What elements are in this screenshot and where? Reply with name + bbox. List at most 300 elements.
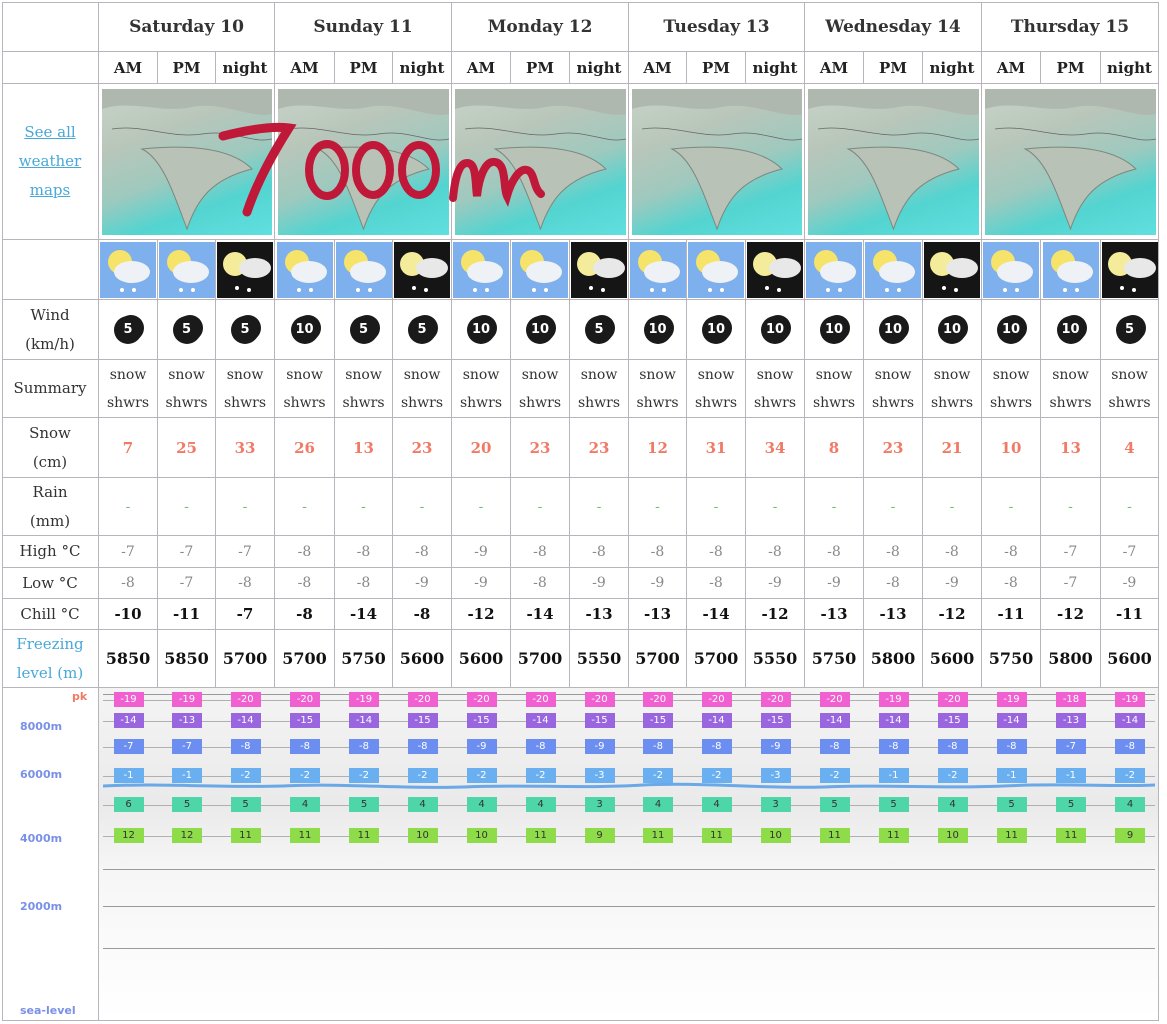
- altitude-temp-chip: 11: [1056, 828, 1086, 843]
- snow-value: 13: [1060, 438, 1081, 457]
- wind-speed-badge: 10: [291, 316, 319, 344]
- wind-cell: [805, 300, 864, 360]
- period-label: PM: [349, 58, 378, 77]
- period-header: [570, 52, 629, 84]
- snow-cell: [216, 418, 275, 478]
- summary-text: shwrs: [283, 394, 326, 411]
- chill-value: -14: [702, 605, 730, 623]
- altitude-temp-chip: -9: [585, 739, 615, 754]
- period-label: night: [1107, 58, 1152, 77]
- snow-cell: [982, 418, 1041, 478]
- sun-cloud-snow-icon: [983, 242, 1039, 298]
- period-label: night: [222, 58, 268, 77]
- period-header: [99, 52, 158, 84]
- summary-cell: [923, 360, 982, 418]
- period-label: PM: [702, 58, 730, 77]
- summary-text: shwrs: [106, 394, 150, 411]
- rain-cell: [452, 478, 511, 536]
- maps-link-line: See all: [24, 123, 76, 141]
- low-value: -9: [768, 575, 782, 591]
- summary-cell: [99, 360, 158, 418]
- wind-cell: [982, 300, 1041, 360]
- low-value: -8: [709, 575, 723, 591]
- altitude-temp-chip: -14: [231, 713, 261, 728]
- chill-cell: [275, 599, 335, 630]
- low-value: -9: [650, 575, 665, 591]
- wind-speed-badge: 10: [467, 316, 495, 344]
- snow-cell: [570, 418, 629, 478]
- low-value: -9: [827, 575, 841, 591]
- chill-value: -12: [938, 605, 966, 623]
- high-value: -8: [945, 543, 959, 560]
- day-header: [982, 2, 1159, 52]
- altitude-temp-chip: -7: [172, 739, 202, 754]
- altitude-temp-chip: 3: [761, 797, 791, 812]
- wind-cell: [158, 300, 216, 360]
- summary-text: shwrs: [989, 394, 1033, 411]
- snow-cell: [393, 418, 452, 478]
- altitude-temp-chip: 11: [643, 828, 673, 843]
- altitude-temp-chip: -14: [349, 713, 379, 728]
- summary-text: snow: [226, 366, 264, 383]
- rain-value: -: [361, 498, 366, 515]
- low-cell: [99, 568, 158, 599]
- moon-cloud-snow-icon: [217, 242, 273, 298]
- wind-speed-badge: 10: [1057, 316, 1085, 344]
- freezing-value: 5700: [693, 649, 739, 668]
- altitude-temp-chip: -19: [349, 692, 379, 707]
- snow-cell: [746, 418, 805, 478]
- altitude-temp-chip: -20: [761, 692, 791, 707]
- summary-text: snow: [403, 366, 441, 383]
- altitude-temp-chip: -1: [997, 768, 1027, 783]
- high-label-cell: [2, 536, 99, 568]
- freezing-value: 5800: [870, 649, 916, 668]
- altitude-temp-chip: -15: [643, 713, 673, 728]
- rain-cell: [158, 478, 216, 536]
- altitude-temp-chip: -7: [114, 739, 144, 754]
- altitude-temp-chip: -14: [114, 713, 144, 728]
- freezing-value: 5550: [752, 649, 798, 668]
- high-cell: [158, 536, 216, 568]
- period-label: night: [399, 58, 445, 77]
- chill-value: -13: [643, 605, 672, 623]
- weather-icon-cell: [687, 240, 746, 300]
- altitude-temp-chip: -8: [526, 739, 556, 754]
- chill-value: -8: [413, 605, 431, 623]
- wind-cell: [99, 300, 158, 360]
- altitude-temp-chip: 5: [172, 797, 202, 812]
- low-cell: [629, 568, 687, 599]
- summary-cell: [570, 360, 629, 418]
- high-value: -8: [533, 543, 547, 560]
- low-value: -8: [238, 575, 252, 591]
- see-all-maps-link[interactable]: [19, 118, 81, 205]
- freezing-value: 5600: [1107, 649, 1152, 668]
- day-label: Sunday 11: [313, 16, 413, 37]
- weather-icon-cell: [982, 240, 1041, 300]
- low-cell: [1101, 568, 1159, 599]
- high-value: -8: [415, 543, 429, 560]
- high-value: -8: [1004, 543, 1018, 560]
- altitude-temp-chip: -19: [114, 692, 144, 707]
- rain-value: -: [890, 498, 896, 515]
- summary-text: snow: [168, 366, 205, 383]
- rain-cell: [511, 478, 570, 536]
- chill-cell: [452, 599, 511, 630]
- chill-cell: [158, 599, 216, 630]
- low-value: -8: [297, 575, 312, 591]
- chill-cell: [1041, 599, 1101, 630]
- day-label: Thursday 15: [1010, 16, 1130, 37]
- period-label: PM: [879, 58, 907, 77]
- altitude-temp-chip: 4: [1115, 797, 1145, 812]
- altitude-temp-chip: -2: [526, 768, 556, 783]
- high-cell: [335, 536, 393, 568]
- period-header: [158, 52, 216, 84]
- weather-map-thumbnail[interactable]: [985, 89, 1156, 235]
- rain-cell: [982, 478, 1041, 536]
- low-cell: [982, 568, 1041, 599]
- altitude-temp-chip: 5: [349, 797, 379, 812]
- rain-cell: [1041, 478, 1101, 536]
- altitude-temp-chip: 9: [1115, 828, 1145, 843]
- low-label: Low °C: [22, 573, 78, 592]
- chill-cell: [570, 599, 629, 630]
- moon-cloud-snow-icon: [394, 242, 450, 298]
- sun-cloud-snow-icon: [806, 242, 862, 298]
- maps-link-cell[interactable]: [2, 84, 99, 240]
- handwritten-annotation: [215, 108, 545, 218]
- freezing-value: 5550: [576, 649, 622, 668]
- wind-speed-badge: 5: [114, 316, 142, 344]
- day-header: [805, 2, 982, 52]
- high-cell: [275, 536, 335, 568]
- moon-cloud-snow-icon: [571, 242, 627, 298]
- summary-text: shwrs: [753, 394, 797, 411]
- high-cell: [216, 536, 275, 568]
- summary-text: shwrs: [459, 394, 503, 411]
- high-value: -8: [709, 543, 723, 560]
- high-cell: [511, 536, 570, 568]
- rain-value: -: [713, 498, 719, 515]
- rain-cell: [99, 478, 158, 536]
- weather-icon-cell: [511, 240, 570, 300]
- altitude-temp-chip: -19: [1115, 692, 1145, 707]
- weather-icon-cell: [570, 240, 629, 300]
- summary-text: shwrs: [930, 394, 974, 411]
- summary-text: snow: [756, 366, 794, 383]
- snow-cell: [805, 418, 864, 478]
- low-cell: [864, 568, 923, 599]
- period-label: AM: [819, 58, 849, 77]
- altitude-chart: [99, 688, 1159, 1021]
- wind-cell: [511, 300, 570, 360]
- freezing-cell: [452, 630, 511, 688]
- high-value: -8: [768, 543, 782, 560]
- wind-speed-badge: 5: [1116, 316, 1144, 344]
- period-label: PM: [526, 58, 554, 77]
- period-header: [687, 52, 746, 84]
- altitude-temp-chip: -19: [997, 692, 1027, 707]
- day-label: Monday 12: [487, 16, 593, 37]
- weather-icon-cell: [452, 240, 511, 300]
- wind-cell: [687, 300, 746, 360]
- altitude-temp-chip: -2: [290, 768, 320, 783]
- snow-cell: [511, 418, 570, 478]
- period-header: [216, 52, 275, 84]
- altitude-temp-chip: -15: [467, 713, 497, 728]
- summary-cell: [982, 360, 1041, 418]
- snow-cell: [452, 418, 511, 478]
- rain-cell: [923, 478, 982, 536]
- altitude-temp-chip: 4: [290, 797, 320, 812]
- altitude-temp-chip: 5: [231, 797, 261, 812]
- summary-cell: [216, 360, 275, 418]
- period-header: [982, 52, 1041, 84]
- summary-text: shwrs: [577, 394, 621, 411]
- day-label: Tuesday 13: [663, 16, 770, 37]
- wind-speed-badge: 5: [350, 316, 378, 344]
- low-value: -7: [179, 575, 194, 591]
- wind-speed-badge: 10: [938, 316, 966, 344]
- wind-cell: [452, 300, 511, 360]
- altitude-temp-chip: -15: [938, 713, 968, 728]
- low-cell: [746, 568, 805, 599]
- freezing-cell: [393, 630, 452, 688]
- altitude-temp-chip: -20: [231, 692, 261, 707]
- wind-speed-badge: 10: [879, 316, 907, 344]
- day-label: Wednesday 14: [825, 16, 961, 37]
- low-cell: [158, 568, 216, 599]
- wind-speed-badge: 5: [173, 316, 201, 344]
- high-value: -7: [1063, 543, 1078, 560]
- low-cell: [1041, 568, 1101, 599]
- altitude-temp-chip: -20: [820, 692, 850, 707]
- high-value: -8: [886, 543, 900, 560]
- freezing-value: 5600: [929, 649, 975, 668]
- snow-value: 23: [588, 438, 610, 457]
- altitude-temp-chip: -13: [1056, 713, 1086, 728]
- freezing-cell: [511, 630, 570, 688]
- chill-cell: [216, 599, 275, 630]
- map-cell[interactable]: [805, 84, 982, 240]
- summary-text: shwrs: [694, 394, 738, 411]
- weather-icon-cell: [923, 240, 982, 300]
- snow-value: 34: [764, 438, 786, 457]
- altitude-temp-chip: -2: [231, 768, 261, 783]
- period-label: AM: [466, 58, 496, 77]
- freezing-cell: [570, 630, 629, 688]
- altitude-temp-chip: 3: [585, 797, 615, 812]
- snow-value: 4: [1124, 438, 1135, 457]
- wind-cell: [216, 300, 275, 360]
- snow-value: 8: [828, 438, 840, 457]
- map-cell[interactable]: [629, 84, 805, 240]
- freezing-value: 5600: [399, 649, 445, 668]
- moon-cloud-snow-icon: [1102, 242, 1158, 298]
- rain-cell: [805, 478, 864, 536]
- summary-cell: [687, 360, 746, 418]
- high-cell: [393, 536, 452, 568]
- summary-text: shwrs: [1108, 394, 1151, 411]
- altitude-temp-chip: 11: [231, 828, 261, 843]
- chill-cell: [923, 599, 982, 630]
- snow-value: 25: [176, 438, 197, 457]
- wind-label: (km/h): [25, 334, 75, 353]
- freezing-label: Freezing: [16, 634, 84, 653]
- freezing-cell: [158, 630, 216, 688]
- altitude-temp-chip: -14: [1115, 713, 1145, 728]
- snow-value: 26: [294, 438, 315, 457]
- wind-cell: [275, 300, 335, 360]
- altitude-temp-chip: -2: [408, 768, 438, 783]
- altitude-temp-chip: 5: [997, 797, 1027, 812]
- altitude-temp-chip: -8: [349, 739, 379, 754]
- summary-text: snow: [521, 366, 559, 383]
- altitude-temp-chip: -19: [879, 692, 909, 707]
- freezing-cell: [216, 630, 275, 688]
- altitude-temp-chip: 9: [585, 828, 615, 843]
- summary-text: shwrs: [636, 394, 679, 411]
- altitude-temp-chip: -18: [1056, 692, 1086, 707]
- altitude-temp-chip: -8: [997, 739, 1027, 754]
- snow-value: 10: [1000, 438, 1022, 457]
- summary-cell: [158, 360, 216, 418]
- low-value: -9: [592, 575, 606, 591]
- altitude-temp-chip: -15: [290, 713, 320, 728]
- freezing-value: 5750: [341, 649, 386, 668]
- freezing-cell: [1041, 630, 1101, 688]
- rain-label-cell: [2, 478, 99, 536]
- altitude-temp-chip: -7: [1056, 739, 1086, 754]
- altitude-temp-chip: 4: [467, 797, 497, 812]
- chill-cell: [687, 599, 746, 630]
- snow-value: 21: [941, 438, 963, 457]
- sun-cloud-snow-icon: [453, 242, 509, 298]
- period-label: PM: [172, 58, 201, 77]
- freezing-cell: [99, 630, 158, 688]
- weather-icon-cell: [99, 240, 158, 300]
- wind-speed-badge: 10: [526, 316, 554, 344]
- altitude-temp-chip: 6: [114, 797, 144, 812]
- snow-cell: [629, 418, 687, 478]
- day-header: [452, 2, 629, 52]
- chill-value: -10: [114, 605, 142, 623]
- low-value: -8: [1004, 575, 1018, 591]
- altitude-temp-chip: 10: [938, 828, 968, 843]
- altitude-temp-chip: -8: [290, 739, 320, 754]
- low-cell: [335, 568, 393, 599]
- summary-text: shwrs: [518, 394, 562, 411]
- summary-cell: [335, 360, 393, 418]
- freezing-value: 5700: [635, 649, 680, 668]
- weather-map-thumbnail[interactable]: [632, 89, 802, 235]
- altitude-label: 8000m: [20, 720, 63, 733]
- summary-text: shwrs: [812, 394, 856, 411]
- altitude-temp-chip: -1: [879, 768, 909, 783]
- snow-cell: [864, 418, 923, 478]
- altitude-label: sea-level: [20, 1004, 76, 1017]
- high-value: -8: [592, 543, 606, 560]
- wind-speed-badge: 5: [585, 316, 613, 344]
- altitude-temp-chip: 12: [172, 828, 202, 843]
- chill-cell: [746, 599, 805, 630]
- altitude-temp-chip: -1: [114, 768, 144, 783]
- summary-cell: [746, 360, 805, 418]
- rain-label: (mm): [29, 511, 71, 530]
- period-header: [805, 52, 864, 84]
- altitude-temp-chip: -2: [1115, 768, 1145, 783]
- period-header: [629, 52, 687, 84]
- high-value: -8: [827, 543, 841, 560]
- moon-cloud-snow-icon: [924, 242, 980, 298]
- rain-cell: [570, 478, 629, 536]
- freezing-cell: [923, 630, 982, 688]
- sun-cloud-snow-icon: [336, 242, 392, 298]
- altitude-temp-chip: 11: [526, 828, 556, 843]
- corner-cell: [2, 2, 99, 52]
- rain-cell: [275, 478, 335, 536]
- rain-label: Rain: [32, 482, 68, 501]
- altitude-temp-chip: -8: [408, 739, 438, 754]
- snow-cell: [687, 418, 746, 478]
- altitude-temp-chip: -8: [643, 739, 673, 754]
- high-cell: [746, 536, 805, 568]
- chill-cell: [864, 599, 923, 630]
- snow-value: 20: [470, 438, 492, 457]
- altitude-temp-chip: -20: [526, 692, 556, 707]
- map-cell[interactable]: [982, 84, 1159, 240]
- weather-icon-cell: [158, 240, 216, 300]
- high-cell: [923, 536, 982, 568]
- altitude-temp-chip: 4: [526, 797, 556, 812]
- snow-value: 13: [353, 438, 374, 457]
- period-label: night: [929, 58, 975, 77]
- altitude-temp-chip: -20: [643, 692, 673, 707]
- freezing-value: 5700: [282, 649, 327, 668]
- altitude-temp-chip: 5: [879, 797, 909, 812]
- weather-map-thumbnail[interactable]: [808, 89, 979, 235]
- weather-icon-cell: [393, 240, 452, 300]
- wind-cell: [393, 300, 452, 360]
- altitude-temp-chip: -20: [938, 692, 968, 707]
- wind-speed-badge: 10: [702, 316, 730, 344]
- high-value: -8: [297, 543, 312, 560]
- summary-text: snow: [1052, 366, 1089, 383]
- altitude-temp-chip: 4: [643, 797, 673, 812]
- freezing-cell: [1101, 630, 1159, 688]
- wind-cell: [864, 300, 923, 360]
- altitude-temp-chip: -20: [290, 692, 320, 707]
- low-value: -9: [415, 575, 429, 591]
- freezing-value: 5800: [1048, 649, 1093, 668]
- freezing-cell: [335, 630, 393, 688]
- weather-icon-cell: [805, 240, 864, 300]
- summary-text: snow: [639, 366, 676, 383]
- summary-text: snow: [874, 366, 912, 383]
- summary-label: Summary: [13, 379, 87, 397]
- altitude-temp-chip: -9: [761, 739, 791, 754]
- period-header: [393, 52, 452, 84]
- day-label: Saturday 10: [129, 16, 244, 37]
- snow-label-cell: [2, 418, 99, 478]
- low-value: -9: [474, 575, 488, 591]
- summary-cell: [805, 360, 864, 418]
- low-value: -8: [886, 575, 900, 591]
- weather-icon-cell: [335, 240, 393, 300]
- altitude-label: 4000m: [20, 832, 63, 845]
